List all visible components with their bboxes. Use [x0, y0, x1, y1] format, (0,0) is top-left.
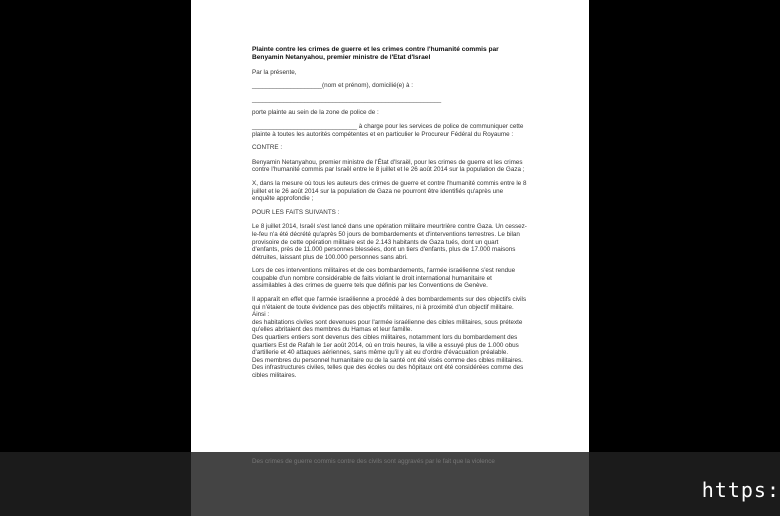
intro-text: Par la présente,	[252, 68, 297, 76]
facts-paragraph-1: Le 8 juillet 2014, Israël s'est lancé dans une opération militaire meurtrière contre Gaza. Un cessez-le-feu n'a été décrété qu'après 50 jours de bombardements et d'interventions terrestres. Le bilan provisoire de cette opération militaire est de 2.143 habitants de Gaza tués, dont un quart d'enfants, près de 11.000 personnes blessées, dont un tiers d'enfants, plus de 17.000 maisons détruites, laissant plus de 100.000 personnes sans abri.	[252, 223, 527, 261]
faits-heading: POUR LES FAITS SUIVANTS :	[252, 208, 340, 216]
facts-line-2: des habitations civiles sont devenues pour l'armée israélienne des cibles militaires, sous prétexte qu'elles abritaient des membres du Hamas et leur famille.	[252, 318, 523, 334]
facts-paragraph-2: Lors de ces interventions militaires et de ces bombardements, l'armée israélienne s'est rendue coupable d'un nombre considérable de faits violant le droit international humanitaire et assimilables à des crimes de guerre tels que définis par les Conventions de Genève.	[252, 267, 516, 290]
police-charge-text: ______________________________ à charge pour les services de police de communiquer cette plainte à toutes les autorités compétentes et en particulier le Procureur Fédéral du Royaume :	[252, 122, 524, 138]
contre-text: Benyamin Netanyahou, premier ministre de l'État d'Israël, pour les crimes de guerre et les crimes contre l'humanité commis par Israël entre le 8 juillet et le 26 août 2014 sur la population de Gaza ;	[252, 158, 525, 174]
document-page	[191, 0, 589, 516]
facts-line-4: Des membres du personnel humanitaire ou de la santé ont été visés comme des cibles militaires.	[252, 356, 523, 364]
name-field-line: ____________________(nom et prénom), domicilié(e) à :	[252, 82, 414, 90]
document-title: Plainte contre les crimes de guerre et les crimes contre l'humanité commis par Benyamin Netanyahou, premier ministre de l'Etat d'Israel	[252, 46, 499, 61]
contre-heading: CONTRE :	[252, 144, 283, 152]
caption-url-text: https:	[701, 478, 780, 502]
facts-line-3: Des quartiers entiers sont devenus des cibles militaires, notamment lors du bombardement des quartiers Est de Rafah le 1er août 2014, où en trois heures, la ville a essuyé plus de 1.000 obus d'artillerie et 40 attaques aériennes, sans même qu'il y ait eu d'ordre d'évacuation préalable.	[252, 334, 519, 357]
facts-line-1: Il apparaît en effet que l'armée israélienne a procédé à des bombardements sur des objectifs civils qui n'étaient de toute évidence pas des objectifs militaires, ni à proximité d'un objectif militaire. Ainsi :	[252, 296, 527, 319]
faded-document-line: Des crimes de guerre commis contre des civils sont aggravés par le fait que la violence	[252, 458, 495, 465]
facts-line-5: Des infrastructures civiles, telles que des écoles ou des hôpitaux ont été considérées comme des cibles militaires.	[252, 364, 524, 379]
x-text: X, dans la mesure où tous les auteurs des crimes de guerre et contre l'humanité commis entre le 8 juillet et le 26 août 2014 sur la population de Gaza ne pourront être identifiés qu'après une enquête approfondie ;	[252, 179, 527, 203]
document-body	[252, 46, 527, 380]
address-blank-line: ______________________________________________________	[252, 95, 442, 103]
complaint-line: porte plainte au sein de la zone de police de :	[252, 109, 379, 117]
